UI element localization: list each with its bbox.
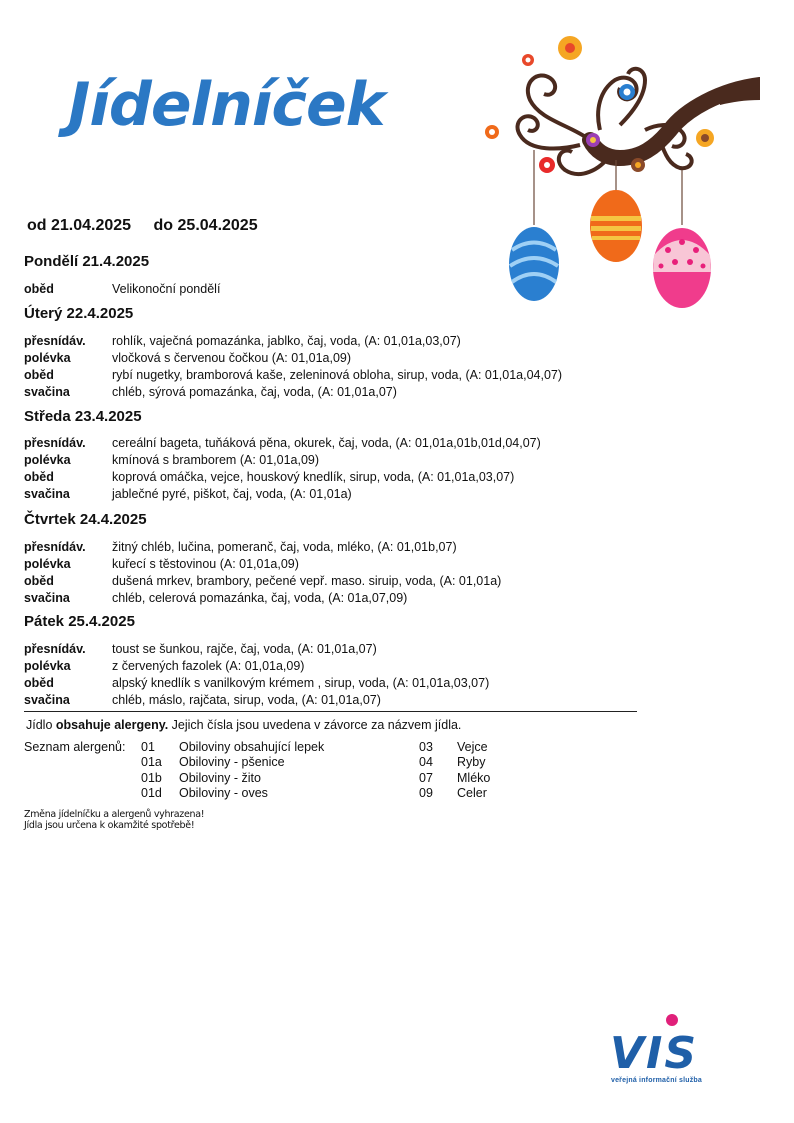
orange-easter-egg [590, 190, 642, 262]
day-heading: Středa 23.4.2025 [24, 408, 142, 425]
allergen-code: 07 [419, 771, 433, 785]
meal-text: Velikonoční pondělí [112, 282, 221, 296]
meal-label: přesnídáv. [24, 436, 86, 450]
meal-label: polévka [24, 351, 71, 365]
blue-easter-egg [509, 227, 559, 301]
date-from: od 21.04.2025 [27, 217, 132, 234]
allergen-code: 01 [141, 740, 155, 754]
allergen-code: 01b [141, 771, 162, 785]
meal-text: toust se šunkou, rajče, čaj, voda, (A: 01,01a,07) [112, 642, 377, 656]
meal-text: dušená mrkev, brambory, pečené vepř. maso. siruip, voda, (A: 01,01a) [112, 574, 502, 588]
meal-text: jablečné pyré, piškot, čaj, voda, (A: 01,01a) [112, 487, 352, 501]
meal-text: rohlík, vaječná pomazánka, jablko, čaj, voda, (A: 01,01a,03,07) [112, 334, 461, 348]
meal-label: svačina [24, 487, 70, 501]
pink-easter-egg [653, 228, 711, 308]
meal-text: koprová omáčka, vejce, houskový knedlík, sirup, voda, (A: 01,01a,03,07) [112, 470, 515, 484]
meal-label: oběd [24, 368, 54, 382]
day-heading: Úterý 22.4.2025 [24, 305, 134, 322]
meal-text: chléb, máslo, rajčata, sirup, voda, (A: 01,01a,07) [112, 693, 381, 707]
meal-text: cereální bageta, tuňáková pěna, okurek, čaj, voda, (A: 01,01a,01b,01d,04,07) [112, 436, 541, 450]
meal-label: oběd [24, 470, 54, 484]
vis-logo-subtitle: veřejná informační služba [611, 1077, 702, 1084]
meal-text: chléb, celerová pomazánka, čaj, voda, (A: 01a,07,09) [112, 591, 408, 605]
meal-text: z červených fazolek (A: 01,01a,09) [112, 659, 305, 673]
date-to: do 25.04.2025 [153, 217, 258, 234]
day-heading: Čtvrtek 24.4.2025 [24, 511, 147, 528]
allergen-name: Ryby [457, 755, 486, 769]
allergen-code: 01d [141, 786, 162, 800]
meal-label: přesnídáv. [24, 540, 86, 554]
allergen-note-prefix: Jídlo [26, 718, 56, 732]
meal-text: alpský knedlík s vanilkovým krémem , sirup, voda, (A: 01,01a,03,07) [112, 676, 490, 690]
allergen-name: Obiloviny - pšenice [179, 755, 285, 769]
meal-label: polévka [24, 659, 71, 673]
meal-label: oběd [24, 676, 54, 690]
meal-label: svačina [24, 385, 70, 399]
allergen-code: 04 [419, 755, 433, 769]
meal-label: oběd [24, 574, 54, 588]
meal-label: oběd [24, 282, 54, 296]
meal-text: rybí nugetky, bramborová kaše, zeleninová obloha, sirup, voda, (A: 01,01a,04,07) [112, 368, 563, 382]
allergen-note [26, 718, 461, 732]
day-heading: Pondělí 21.4.2025 [24, 253, 150, 270]
allergen-name: Celer [457, 786, 487, 800]
vis-logo-mark: VIS [610, 1028, 699, 1079]
allergen-name: Mléko [457, 771, 491, 785]
meal-label: polévka [24, 557, 71, 571]
footnote: Jídla jsou určena k okamžité spotřebě! [24, 820, 195, 831]
allergen-code: 09 [419, 786, 433, 800]
meal-text: vločková s červenou čočkou (A: 01,01a,09) [112, 351, 352, 365]
allergen-name: Obiloviny obsahující lepek [179, 740, 325, 754]
meal-label: přesnídáv. [24, 642, 86, 656]
meal-label: svačina [24, 693, 70, 707]
meal-label: přesnídáv. [24, 334, 86, 348]
meal-text: kuřecí s těstovinou (A: 01,01a,09) [112, 557, 299, 571]
easter-branch-illustration [470, 30, 760, 320]
date-range [27, 217, 276, 235]
allergen-list-label: Seznam alergenů: [24, 740, 126, 754]
page-title: Jídelníček [68, 70, 385, 140]
allergen-code: 03 [419, 740, 433, 754]
allergen-note-suffix: Jejich čísla jsou uvedena v závorce za názvem jídla. [168, 718, 462, 732]
allergen-code: 01a [141, 755, 162, 769]
meal-text: žitný chléb, lučina, pomeranč, čaj, voda, mléko, (A: 01,01b,07) [112, 540, 457, 554]
meal-label: svačina [24, 591, 70, 605]
meal-label: polévka [24, 453, 71, 467]
divider [24, 711, 637, 712]
day-heading: Pátek 25.4.2025 [24, 613, 135, 630]
allergen-note-bold: obsahuje alergeny. [55, 718, 169, 732]
footnote: Změna jídelníčku a alergenů vyhrazena! [24, 809, 205, 820]
allergen-name: Obiloviny - oves [179, 786, 268, 800]
meal-text: kmínová s bramborem (A: 01,01a,09) [112, 453, 320, 467]
allergen-name: Obiloviny - žito [179, 771, 261, 785]
meal-text: chléb, sýrová pomazánka, čaj, voda, (A: 01,01a,07) [112, 385, 397, 399]
allergen-name: Vejce [457, 740, 488, 754]
